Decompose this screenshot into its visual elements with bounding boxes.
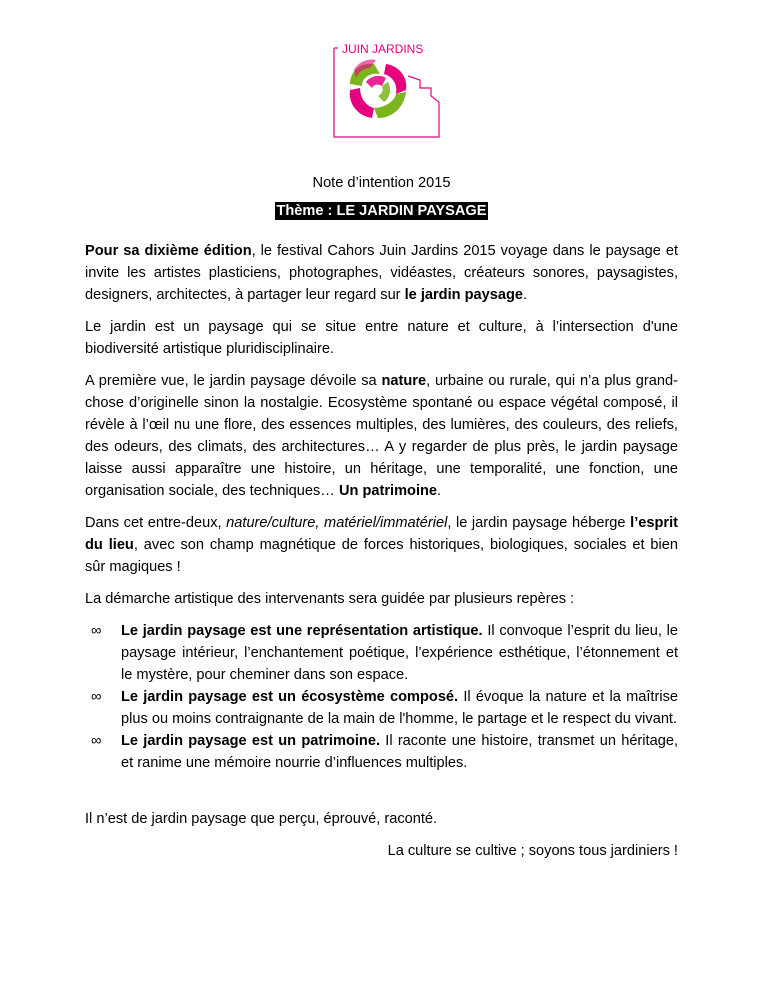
paragraph-conclusion: Il n’est de jardin paysage que perçu, éprouvé, raconté.: [85, 811, 438, 827]
theme-heading: [85, 200, 678, 222]
infinity-bullet-icon: ∞: [91, 623, 102, 639]
intro-text: , le festival Cahors Juin Jardins 2015 voyage dans le paysage et invite les artistes plasticiens, photographes, vidéastes, créateurs sonores, paysagistes, designers, architectes, à partager leur regard sur: [85, 243, 678, 303]
infinity-bullet-icon: ∞: [91, 689, 102, 705]
intro-lead: Pour sa dixième édition: [85, 243, 252, 259]
nature-e: .: [437, 483, 442, 499]
theme-label: Thème : LE JARDIN PAYSAGE: [276, 203, 487, 219]
logo-text: JUIN JARDINS: [342, 42, 424, 56]
paragraph-definition: Le jardin est un paysage qui se situe entre nature et culture, à l’intersection d'une biodiversité artistique pluridisciplinaire.: [85, 319, 678, 357]
nature-d: Un patrimoine: [338, 483, 438, 499]
list-item: [85, 620, 678, 686]
nature-c: , urbaine ou rurale, qui n’a plus grand-chose d’originelle sinon la nostalgie. Ecosystème spontané ou espace végétal composé, il révèle à l’œil nu une flore, des essences multiples, des lumières, des couleurs, des reliefs, des odeurs, des climats, des architectures… A y regarder de plus près, le jardin paysage laisse aussi apparaître une histoire, un héritage, une temporalité, une fonction, une organisation sociale, des techniques…: [85, 373, 678, 499]
bullet-bold: Le jardin paysage est un écosystème composé.: [121, 689, 459, 705]
list-item: [85, 686, 678, 730]
paragraph-esprit: [85, 512, 678, 578]
bullet-text: Il raconte une histoire, transmet un héritage, et ranime une mémoire nourrie d’influences multiples.: [121, 733, 678, 771]
esprit-e: , avec son champ magnétique de forces historiques, biologiques, sociales et bien sûr magiques !: [85, 537, 678, 575]
intro-bold-end: le jardin paysage: [404, 287, 524, 303]
reperes-list: [85, 620, 678, 774]
bullet-text: Il convoque l’esprit du lieu, le paysage intérieur, l’enchantement poétique, l’expérience esthétique, l’étonnement et le mystère, pour cheminer dans son espace.: [121, 623, 679, 683]
paragraph-demarche: La démarche artistique des intervenants sera guidée par plusieurs repères :: [85, 591, 575, 607]
document-body: [85, 172, 678, 862]
bullet-bold: Le jardin paysage est une représentation artistique.: [121, 623, 483, 639]
closing-motto: La culture se cultive ; soyons tous jardiniers !: [387, 843, 678, 859]
bullet-bold: Le jardin paysage est un patrimoine.: [121, 733, 381, 749]
esprit-b: nature/culture, matériel/immatériel: [226, 515, 448, 531]
bullet-text: Il évoque la nature et la maîtrise plus ou moins contraignante de la main de l'homme, le partage et le respect du vivant.: [121, 689, 678, 727]
esprit-d: l’esprit du lieu: [85, 515, 678, 553]
paragraph-nature: [85, 370, 678, 502]
nature-b: nature: [381, 373, 427, 389]
esprit-a: Dans cet entre-deux,: [85, 515, 227, 531]
intro-end: .: [523, 287, 528, 303]
infinity-bullet-icon: ∞: [91, 733, 102, 749]
list-item: [85, 730, 678, 774]
document-title: Note d’intention 2015: [312, 175, 451, 191]
nature-a: A première vue, le jardin paysage dévoile sa: [85, 373, 382, 389]
juin-jardins-logo: [328, 40, 448, 140]
esprit-c: , le jardin paysage héberge: [447, 515, 631, 531]
paragraph-intro: [85, 240, 678, 306]
